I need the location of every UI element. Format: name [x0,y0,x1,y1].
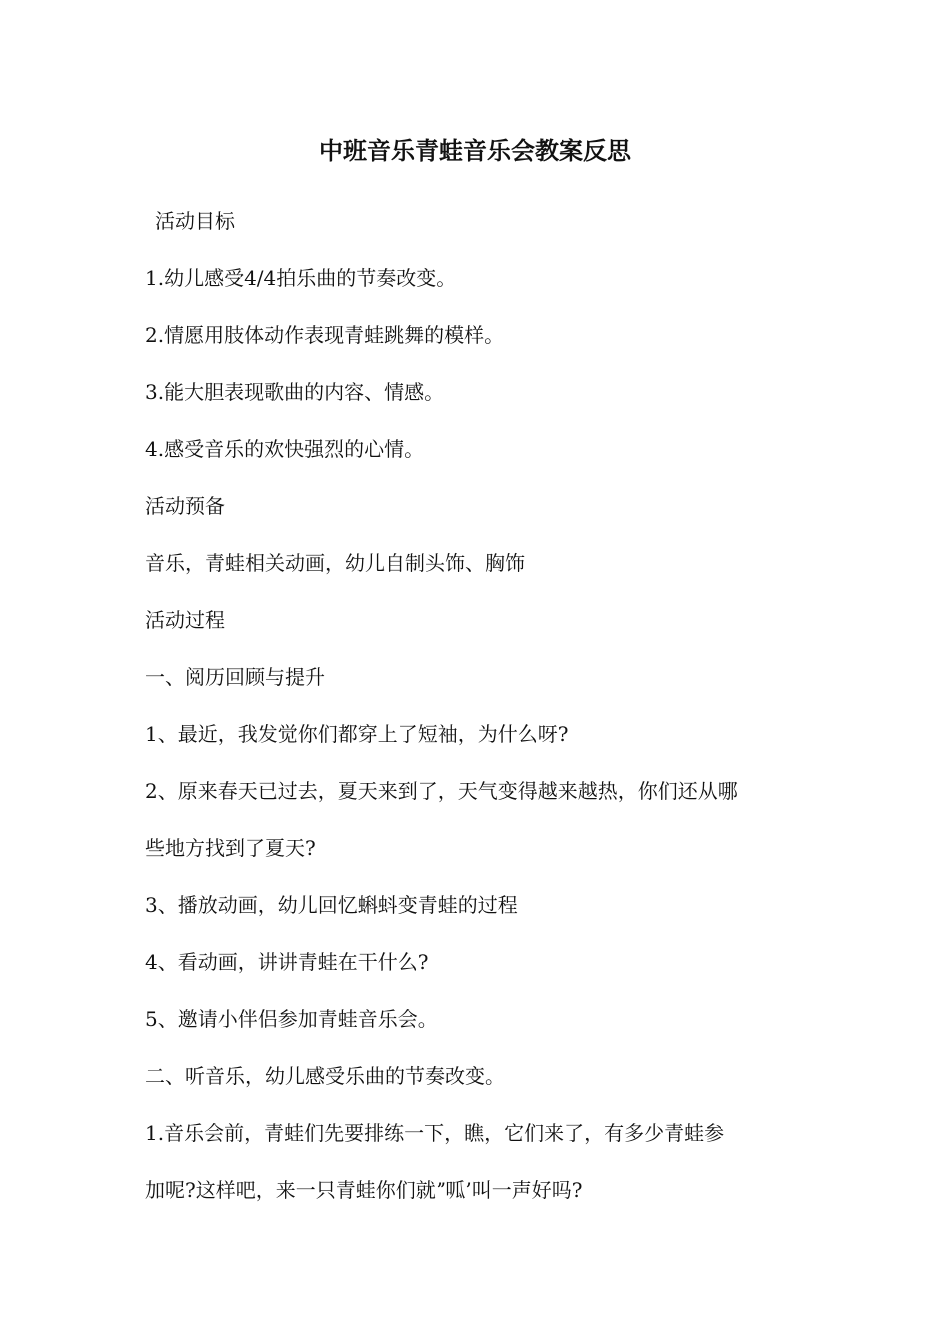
paragraph-line: 3.能大胆表现歌曲的内容、情感。 [145,380,445,404]
paragraph-line: 2.情愿用肢体动作表现青蛙跳舞的模样。 [145,323,505,347]
paragraph-line: 些地方找到了夏天? [145,836,316,860]
paragraph-line: 5、邀请小伴侣参加青蛙音乐会。 [145,1007,438,1031]
paragraph-line: 4、看动画，讲讲青蛙在干什么? [145,950,429,974]
paragraph-line: 2、原来春天已过去，夏天来到了，天气变得越来越热，你们还从哪 [145,779,738,803]
paragraph-line: 4.感受音乐的欢快强烈的心情。 [145,437,425,461]
paragraph-line: 1.音乐会前，青蛙们先要排练一下，瞧，它们来了，有多少青蛙参 [145,1121,725,1145]
paragraph-line: 加呢?这样吧，来一只青蛙你们就ˮ呱’叫一声好吗? [145,1178,583,1202]
section-heading-preparation: 活动预备 [145,494,225,518]
paragraph-line: 二、听音乐，幼儿感受乐曲的节奏改变。 [145,1064,505,1088]
section-heading-goals: 活动目标 [155,209,235,233]
paragraph-line: 1.幼儿感受4/4拍乐曲的节奏改变。 [145,266,457,290]
section-heading-process: 活动过程 [145,608,225,632]
document-title: 中班音乐青蛙音乐会教案反思 [319,137,631,165]
paragraph-line: 一、阅历回顾与提升 [145,665,325,689]
paragraph-line: 3、播放动画，幼儿回忆蝌蚪变青蛙的过程 [145,893,518,917]
paragraph-line: 音乐，青蛙相关动画，幼儿自制头饰、胸饰 [145,551,525,575]
paragraph-line: 1、最近，我发觉你们都穿上了短袖，为什么呀? [145,722,569,746]
